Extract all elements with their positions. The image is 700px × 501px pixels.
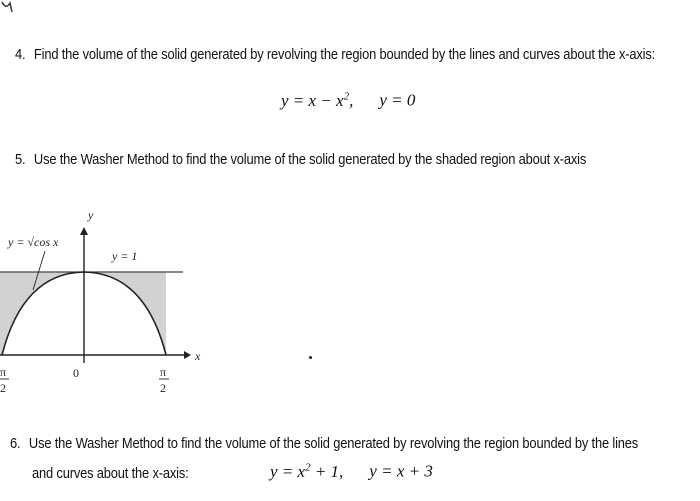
problem-4 xyxy=(15,44,655,66)
scan-fragment-mark xyxy=(0,0,24,14)
y-axis-label: y xyxy=(88,208,94,222)
problem-6-line-1 xyxy=(10,433,638,455)
problem-5-text: Use the Washer Method to find the volume of the solid generated by the shaded region about x-axis xyxy=(33,151,587,168)
problem-6-equation-1: $y = x^2 + 1$, xyxy=(270,461,344,481)
y-axis-arrow xyxy=(80,227,88,235)
x-axis-label: x xyxy=(195,349,201,363)
problem-6-text-line-2: and curves about the x-axis: xyxy=(32,465,189,482)
washer-figure xyxy=(0,205,210,405)
problem-6-text-line-1: Use the Washer Method to find the volume of the solid generated by revolving the region bounded by the lines xyxy=(28,435,639,452)
problem-6-number: 6. xyxy=(10,435,21,452)
left-tick-denominator: 2 xyxy=(0,381,6,395)
right-tick-denominator: 2 xyxy=(160,381,166,395)
problem-6-equation-2: y = x + 3 xyxy=(369,461,433,481)
right-tick-numerator: π xyxy=(160,365,167,379)
line-label: y = 1 xyxy=(112,249,138,263)
stray-dot xyxy=(309,356,312,359)
left-tick-numerator: π xyxy=(0,365,7,379)
problem-4-text: Find the volume of the solid generated by revolving the region bounded by the lines and curves about the x-axis: xyxy=(33,46,656,63)
curve-label: y = √cos x xyxy=(8,235,59,249)
problem-6-equations xyxy=(270,461,433,482)
problem-4-equation-1: $y = x - x^2$, xyxy=(281,90,354,110)
problem-4-equation-2: y = 0 xyxy=(379,90,416,110)
shaded-region xyxy=(0,272,166,355)
problem-4-equations xyxy=(281,90,415,111)
problem-5-number: 5. xyxy=(15,151,26,168)
x-axis-arrow xyxy=(184,351,191,359)
problem-5 xyxy=(15,149,586,171)
problem-4-number: 4. xyxy=(15,46,26,63)
problem-6-line-2 xyxy=(32,463,189,485)
origin-label: 0 xyxy=(73,366,79,380)
